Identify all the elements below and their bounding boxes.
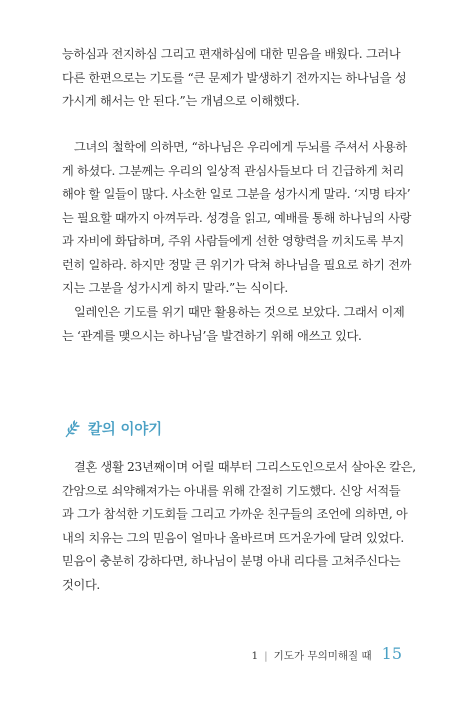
page-number: 15 <box>381 644 402 663</box>
section-heading <box>62 418 162 439</box>
text-line: 일레인은 기도를 위기 때만 활용하는 것으로 보았다. 그래서 이제 <box>74 305 405 319</box>
section-title: 칼의 이야기 <box>88 422 162 438</box>
text-line: 믿음이 충분히 강하다면, 하나님이 분명 아내 리다를 고쳐주신다는 <box>62 554 401 568</box>
text-line: 내의 치유는 그의 믿음이 얼마나 올바르며 뜨거운가에 달려 있었다. <box>62 530 404 545</box>
text-line: 는 필요할 때까지 아껴두라. 성경을 읽고, 예배를 통해 하나님의 사랑 <box>62 210 412 225</box>
text-line: 는 ‘관계를 맺으시는 하나님’을 발견하기 위해 애쓰고 있다. <box>62 328 362 343</box>
text-line: 런히 일하라. 하지만 정말 큰 위기가 닥쳐 하나님을 필요로 하기 전까 <box>62 257 412 272</box>
text-line: 과 자비에 화답하며, 주위 사람들에게 선한 영향력을 끼치도록 부지 <box>62 234 404 248</box>
paragraph-3 <box>62 301 405 348</box>
text-line: 해야 할 일들이 많다. 사소한 일로 그분을 성가시게 말라. ‘지명 타자’ <box>62 187 411 201</box>
text-line: 결혼 생활 23년째이며 어릴 때부터 그리스도인으로서 살아온 칼은, <box>74 460 416 474</box>
text-line: 능하심과 전지하심 그리고 편재하심에 대한 믿음을 배웠다. 그러나 <box>62 47 401 61</box>
chapter-title: 기도가 무의미해질 때 <box>273 650 372 662</box>
text-line: 다른 한편으로는 기도를 “큰 문제가 발생하기 전까지는 하나님을 성 <box>62 70 407 85</box>
text-line: 지는 그분을 성가시게 하지 말라.”는 식이다. <box>62 281 288 295</box>
text-line: 게 하셨다. 그분께는 우리의 일상적 관심사들보다 더 긴급하게 처리 <box>62 163 404 178</box>
paragraph-4 <box>62 456 416 597</box>
chapter-number: 1 <box>251 650 259 662</box>
text-line: 가시게 해서는 안 된다.”는 개념으로 이해했다. <box>62 94 300 108</box>
footer-separator: | <box>264 650 268 662</box>
wheat-icon <box>62 419 82 439</box>
text-line: 것이다. <box>62 577 100 592</box>
page-footer <box>251 644 402 663</box>
paragraph-1 <box>62 43 407 114</box>
paragraph-2 <box>62 136 412 301</box>
text-line: 그녀의 철학에 의하면, “하나님은 우리에게 두뇌를 주셔서 사용하 <box>74 140 407 154</box>
text-line: 간암으로 쇠약해져가는 아내를 위해 간절히 기도했다. 신앙 서적들 <box>62 483 401 498</box>
text-line: 과 그가 참석한 기도회들 그리고 가까운 친구들의 조언에 의하면, 아 <box>62 507 408 521</box>
